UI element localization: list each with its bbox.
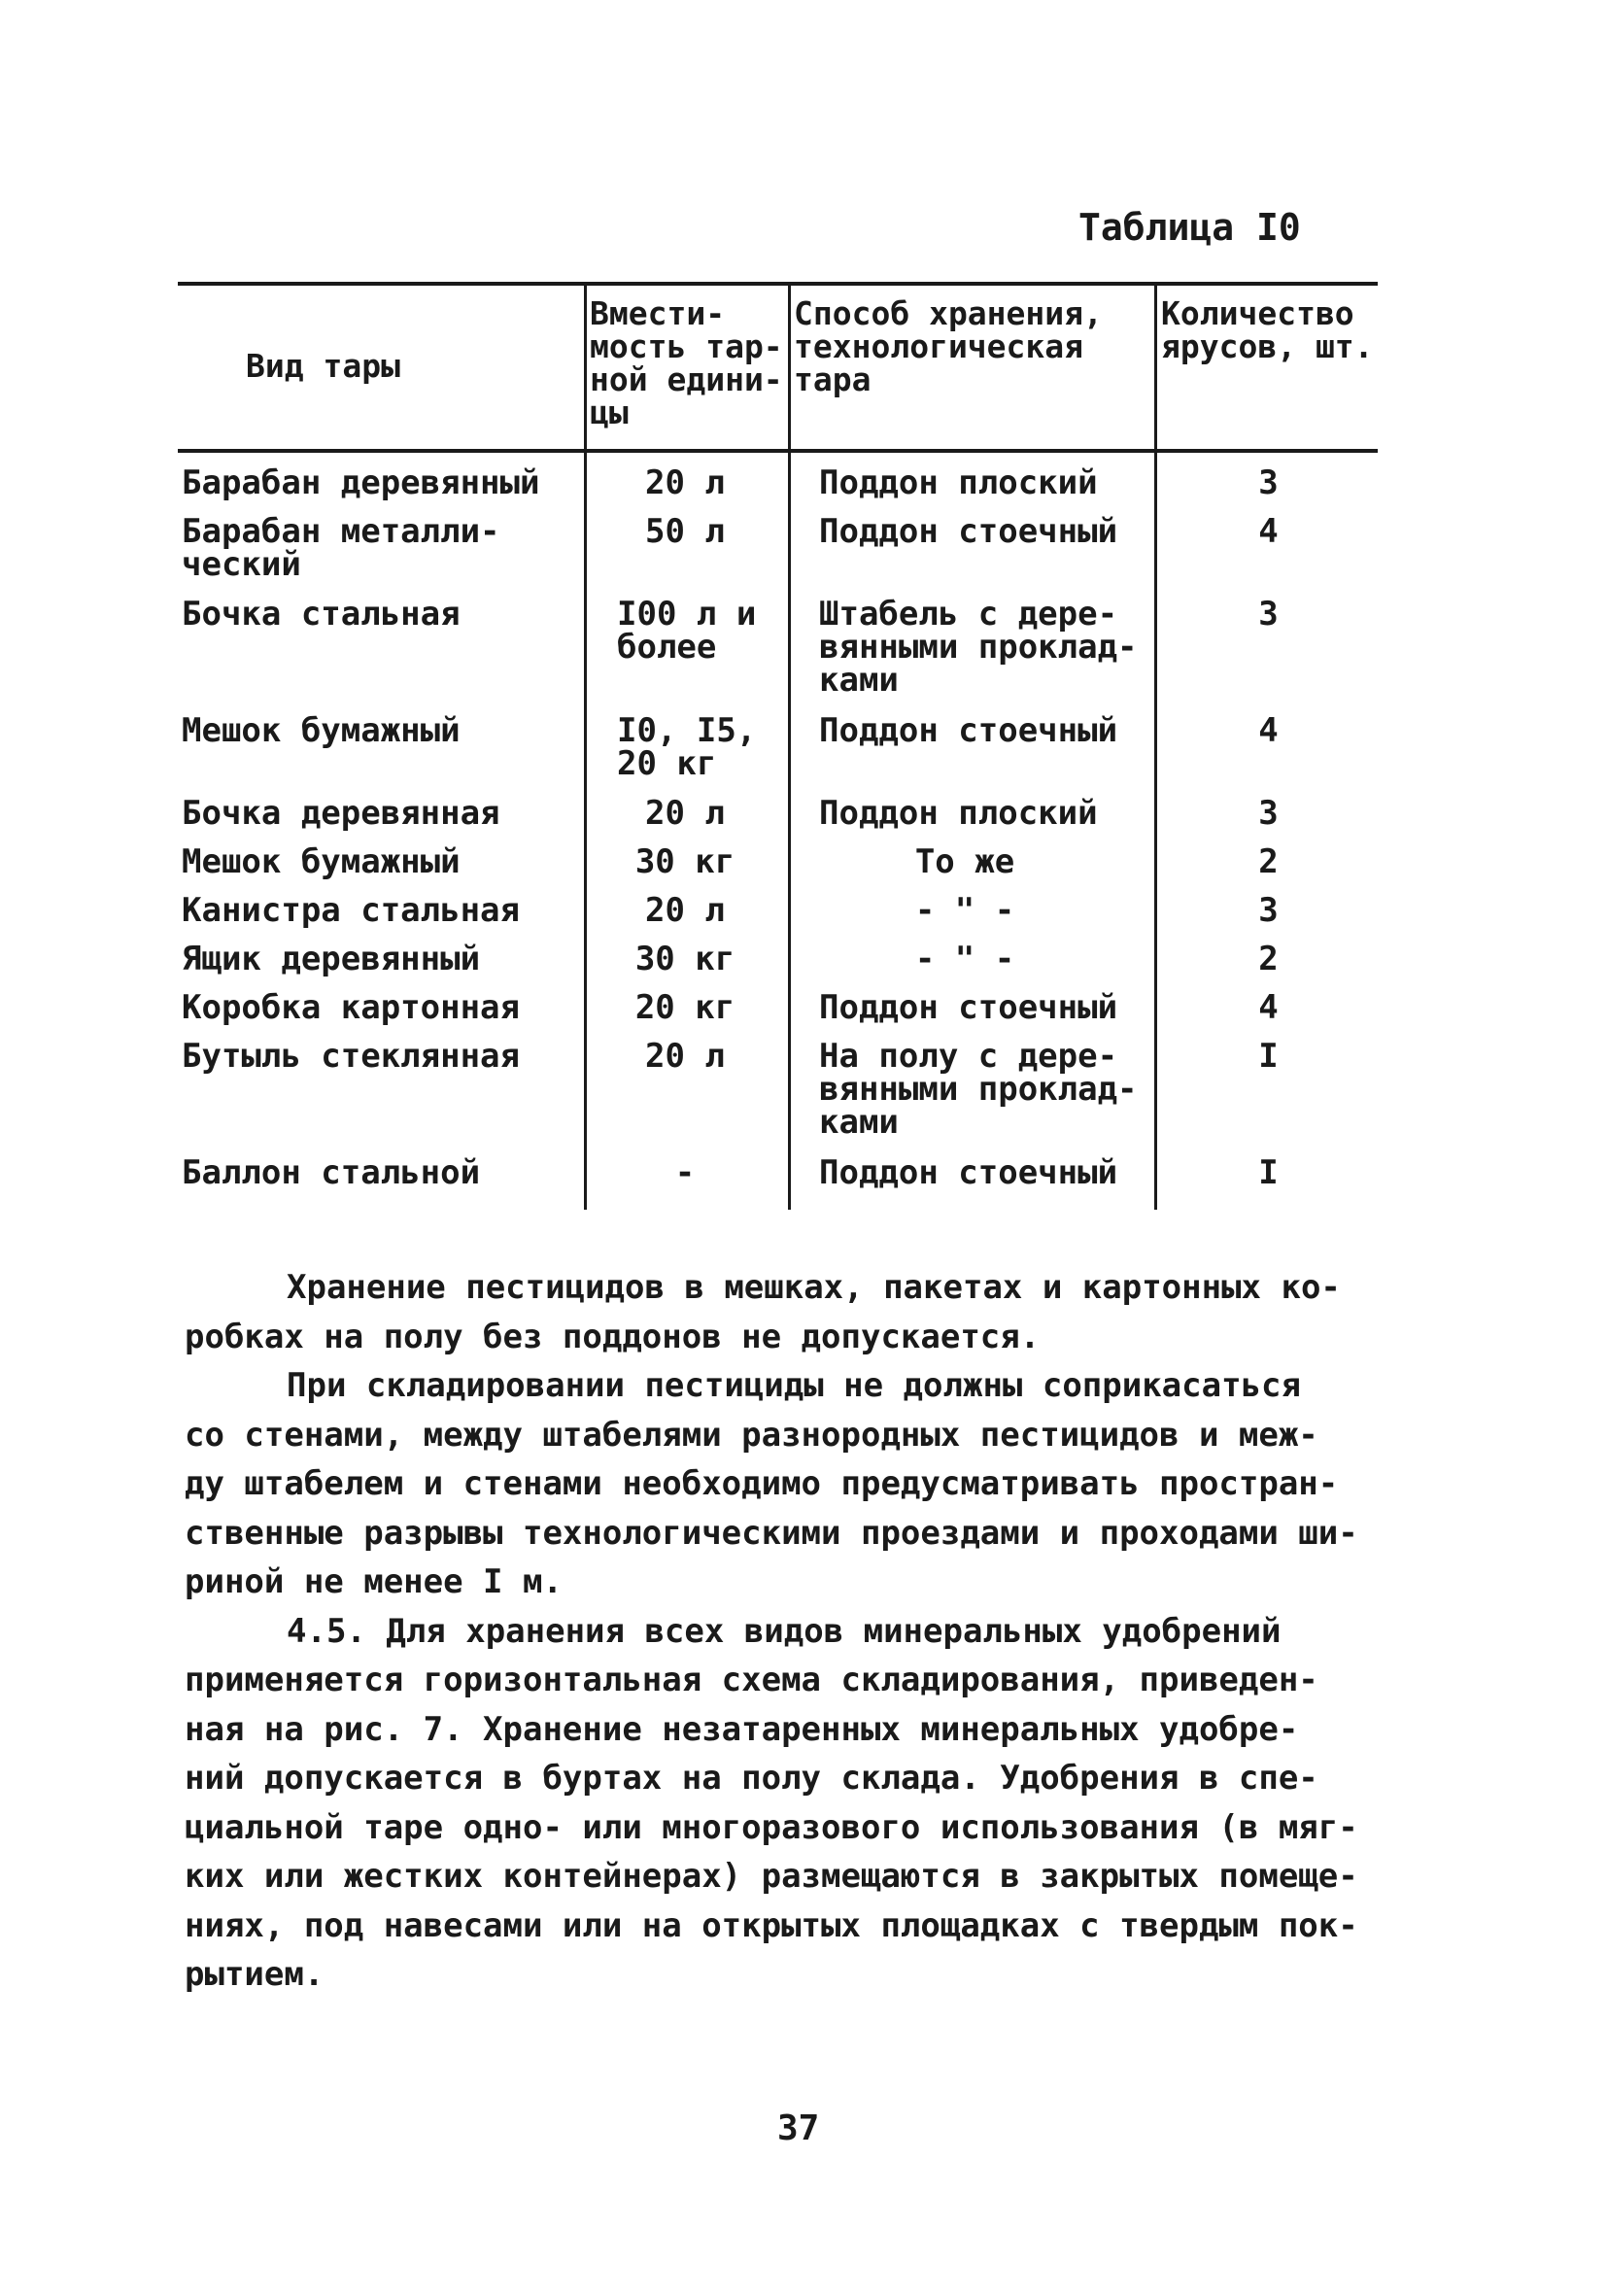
cell-tiers: 3 xyxy=(1258,463,1279,502)
text-line: ниях, под навесами или на открытых площадках с твердым пок- xyxy=(185,1905,1358,1945)
header-tier-count: Количество ярусов, шт. xyxy=(1161,294,1374,365)
body-text xyxy=(185,1263,1389,2000)
text-line: рытием. xyxy=(185,1955,325,1994)
text-line: ду штабелем и стенами необходимо предусматривать простран- xyxy=(185,1464,1339,1503)
header-storage-method: Способ хранения, технологическая тара xyxy=(794,294,1103,398)
cell-storage: Поддон плоский xyxy=(819,794,1098,833)
cell-capacity: I0, I5, 20 кг xyxy=(617,711,757,783)
text-line: применяется горизонтальная схема складирования, приведен- xyxy=(185,1661,1318,1699)
cell-storage: Штабель с дере- вянными проклад- ками xyxy=(819,595,1138,700)
cell-container-type: Барабан деревянный xyxy=(182,463,540,502)
text-line: со стенами, между штабелями разнородных пестицидов и меж- xyxy=(185,1415,1318,1455)
cell-container-type: Мешок бумажный xyxy=(182,711,461,750)
cell-capacity: 50 л xyxy=(645,512,725,551)
text-line: ственные разрывы технологическими проездами и проходами ши- xyxy=(185,1513,1358,1553)
cell-storage: То же xyxy=(914,842,1015,881)
text-line: 4.5. Для хранения всех видов минеральных удобрений xyxy=(287,1611,1282,1651)
cell-storage: - " - xyxy=(914,940,1015,978)
header-container-type: Вид тары xyxy=(246,347,400,385)
cell-container-type: Канистра стальная xyxy=(182,891,520,930)
text-line: робках на полу без поддонов не допускается. xyxy=(185,1317,1041,1356)
cell-capacity: 30 кг xyxy=(634,842,735,881)
text-line: При складировании пестициды не должны соприкасаться xyxy=(287,1366,1301,1405)
paragraph xyxy=(185,1607,1389,2000)
cell-storage: Поддон стоечный xyxy=(819,1153,1118,1192)
text-line: Хранение пестицидов в мешках, пакетах и картонных ко- xyxy=(287,1268,1341,1307)
table-caption: Таблица I0 xyxy=(1078,206,1301,249)
cell-storage: Поддон стоечный xyxy=(819,711,1118,750)
cell-capacity: 20 л xyxy=(645,794,725,833)
cell-tiers: 4 xyxy=(1258,711,1279,750)
cell-container-type: Бочка стальная xyxy=(182,595,461,634)
cell-container-type: Коробка картонная xyxy=(182,988,520,1027)
text-line: ний допускается в буртах на полу склада. Удобрения в спе- xyxy=(185,1759,1318,1798)
cell-tiers: 3 xyxy=(1258,595,1279,634)
cell-container-type: Бутыль стеклянная xyxy=(182,1037,520,1076)
table-top-rule xyxy=(178,282,1378,286)
cell-capacity: 20 л xyxy=(645,1037,725,1076)
text-line: циальной таре одно- или многоразового использования (в мяг- xyxy=(185,1807,1358,1847)
cell-tiers: 4 xyxy=(1258,988,1279,1027)
table-column-divider xyxy=(1154,282,1157,1210)
text-line: риной не менее I м. xyxy=(185,1562,563,1601)
cell-tiers: I xyxy=(1258,1037,1279,1076)
table-column-divider xyxy=(584,282,587,1210)
cell-storage: Поддон стоечный xyxy=(819,512,1118,551)
cell-capacity: 20 кг xyxy=(634,988,735,1027)
cell-capacity: 20 л xyxy=(645,463,725,502)
cell-capacity: - xyxy=(674,1153,696,1192)
paragraph xyxy=(185,1361,1389,1607)
cell-storage: Поддон плоский xyxy=(819,463,1098,502)
cell-capacity: I00 л и более xyxy=(617,595,757,667)
cell-container-type: Барабан металли- ческий xyxy=(182,512,500,584)
cell-storage: На полу с дере- вянными проклад- ками xyxy=(819,1037,1138,1142)
text-line: ких или жестких контейнерах) размещаются в закрытых помеще- xyxy=(185,1857,1358,1896)
page-number: 37 xyxy=(777,2108,820,2148)
cell-tiers: 2 xyxy=(1258,842,1279,881)
cell-tiers: 3 xyxy=(1258,794,1279,833)
cell-container-type: Ящик деревянный xyxy=(182,940,481,978)
cell-tiers: I xyxy=(1258,1153,1279,1192)
cell-container-type: Баллон стальной xyxy=(182,1153,481,1192)
cell-storage: Поддон стоечный xyxy=(819,988,1118,1027)
cell-tiers: 2 xyxy=(1258,940,1279,978)
header-capacity: Вмести- мость тар- ной едини- цы xyxy=(590,294,783,431)
cell-capacity: 20 л xyxy=(645,891,725,930)
text-line: ная на рис. 7. Хранение незатаренных минеральных удобре- xyxy=(185,1709,1299,1749)
cell-capacity: 30 кг xyxy=(634,940,735,978)
cell-tiers: 4 xyxy=(1258,512,1279,551)
table-header-rule xyxy=(178,449,1378,453)
cell-container-type: Мешок бумажный xyxy=(182,842,461,881)
cell-storage: - " - xyxy=(914,891,1015,930)
cell-tiers: 3 xyxy=(1258,891,1279,930)
paragraph xyxy=(185,1263,1389,1361)
cell-container-type: Бочка деревянная xyxy=(182,794,500,833)
